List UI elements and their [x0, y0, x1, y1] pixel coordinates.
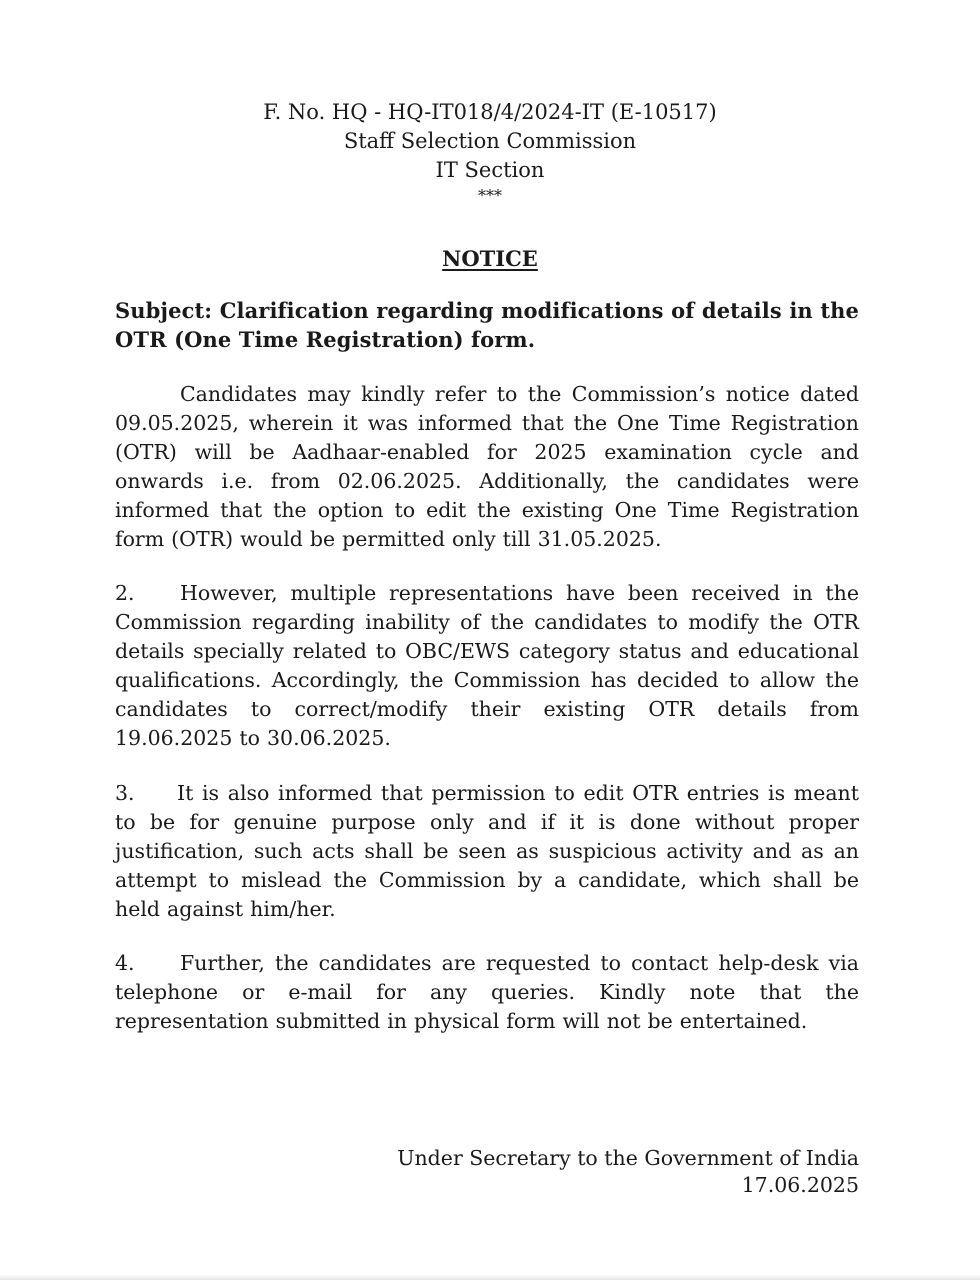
paragraph-1: [115, 380, 859, 554]
page-bottom-edge: [0, 1274, 980, 1280]
paragraph-4-number: 4.: [115, 951, 135, 975]
paragraph-2-number: 2.: [115, 581, 135, 605]
paragraph-4: [115, 949, 859, 1036]
organization-name: Staff Selection Commission: [343, 129, 637, 153]
paragraph-3: [115, 779, 859, 924]
section-name: IT Section: [435, 158, 545, 182]
notice-title: NOTICE: [442, 246, 538, 271]
header-separator: ***: [478, 186, 502, 205]
paragraph-2: [115, 579, 859, 753]
notice-date: 17.06.2025: [741, 1173, 859, 1197]
document-header: [0, 98, 980, 205]
signature-block: [397, 1145, 859, 1199]
file-number: F. No. HQ - HQ-IT018/4/2024-IT (E-10517): [263, 100, 717, 124]
paragraph-1-text: Candidates may kindly refer to the Commission’s notice dated 09.05.2025, wherein it was informed that the One Time Registration (OTR) will be Aadhaar-enabled for 2025 examination cycle and onwards i.e. from 02.06.2025. Additionally, the candidates were informed that the option to edit the existing One Time Registration form (OTR) would be permitted only till 31.05.2025.: [115, 382, 859, 551]
paragraph-2-text: However, multiple representations have been received in the Commission regarding inability of the candidates to modify the OTR details specially related to OBC/EWS category status and educational qualifications. Accordingly, the Commission has decided to allow the candidates to correct/modify their existing OTR details from 19.06.2025 to 30.06.2025.: [115, 581, 859, 750]
subject-line: Subject: Clarification regarding modifications of details in the OTR (One Time Registration) form.: [115, 298, 859, 352]
paragraph-4-text: Further, the candidates are requested to contact help-desk via telephone or e-mail for any queries. Kindly note that the representation submitted in physical form will not be entertained.: [115, 951, 859, 1033]
paragraph-3-text: It is also informed that permission to edit OTR entries is meant to be for genuine purpose only and if it is done without proper justification, such acts shall be seen as suspicious activity and as an attempt to mislead the Commission by a candidate, which shall be held against him/her.: [115, 781, 859, 921]
signatory-designation: Under Secretary to the Government of India: [397, 1146, 859, 1170]
paragraph-3-number: 3.: [115, 781, 135, 805]
